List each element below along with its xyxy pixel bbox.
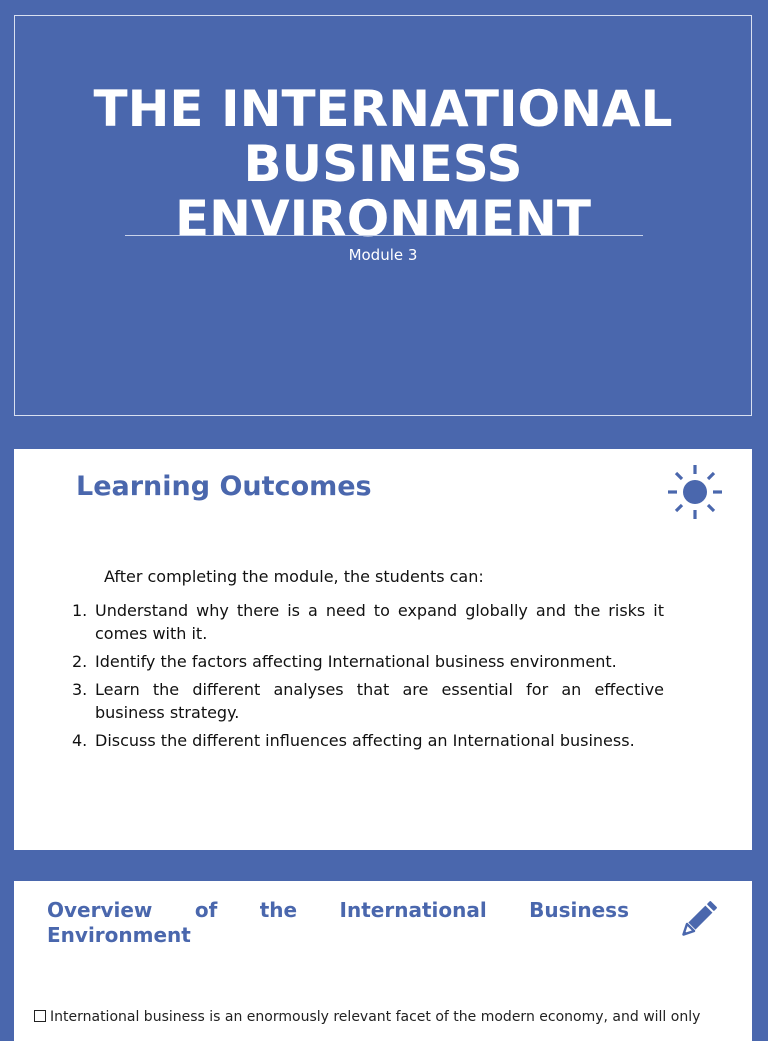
outcomes-list [72,599,664,757]
outcome-number: 3. [72,680,88,699]
pencil-icon [675,895,723,943]
overview-heading-line1 [47,898,629,923]
sun-icon [666,463,724,521]
overview-heading-word: International [339,898,487,922]
outcome-number: 2. [72,652,88,671]
outcome-item [72,650,664,673]
outcome-text: Discuss the different influences affecting an International business. [95,731,635,750]
overview-bullet-text: International business is an enormously relevant facet of the modern economy, and will only [50,1009,701,1025]
overview-heading-word: Business [529,898,629,922]
overview-heading-word: Overview [47,898,153,922]
title-slide [14,15,752,416]
outcome-text: Learn the different analyses that are essential for an effective business strategy. [95,680,664,722]
learning-outcomes-slide [14,449,752,850]
main-title-line: BUSINESS [243,135,523,193]
overview-bullet [34,1009,752,1025]
outcome-text: Identify the factors affecting International business environment. [95,652,617,671]
outcome-item [72,729,664,752]
title-divider [125,235,643,236]
checkbox-bullet-icon [34,1010,46,1022]
learning-outcomes-heading: Learning Outcomes [76,471,372,502]
overview-heading-word: the [259,898,298,922]
outcomes-intro: After completing the module, the students can: [104,567,484,586]
overview-heading-line2: Environment [47,923,191,947]
outcome-number: 4. [72,731,88,750]
main-title [15,82,751,247]
main-title-line: THE INTERNATIONAL [93,80,673,138]
overview-slide [14,881,752,1041]
main-title-line: ENVIRONMENT [174,190,591,248]
overview-heading [47,898,629,948]
outcome-text: Understand why there is a need to expand globally and the risks it comes with it. [95,601,664,643]
outcome-item [72,678,664,724]
outcome-number: 1. [72,601,88,620]
module-subtitle: Module 3 [348,246,418,264]
outcome-item [72,599,664,645]
overview-heading-word: of [194,898,218,922]
